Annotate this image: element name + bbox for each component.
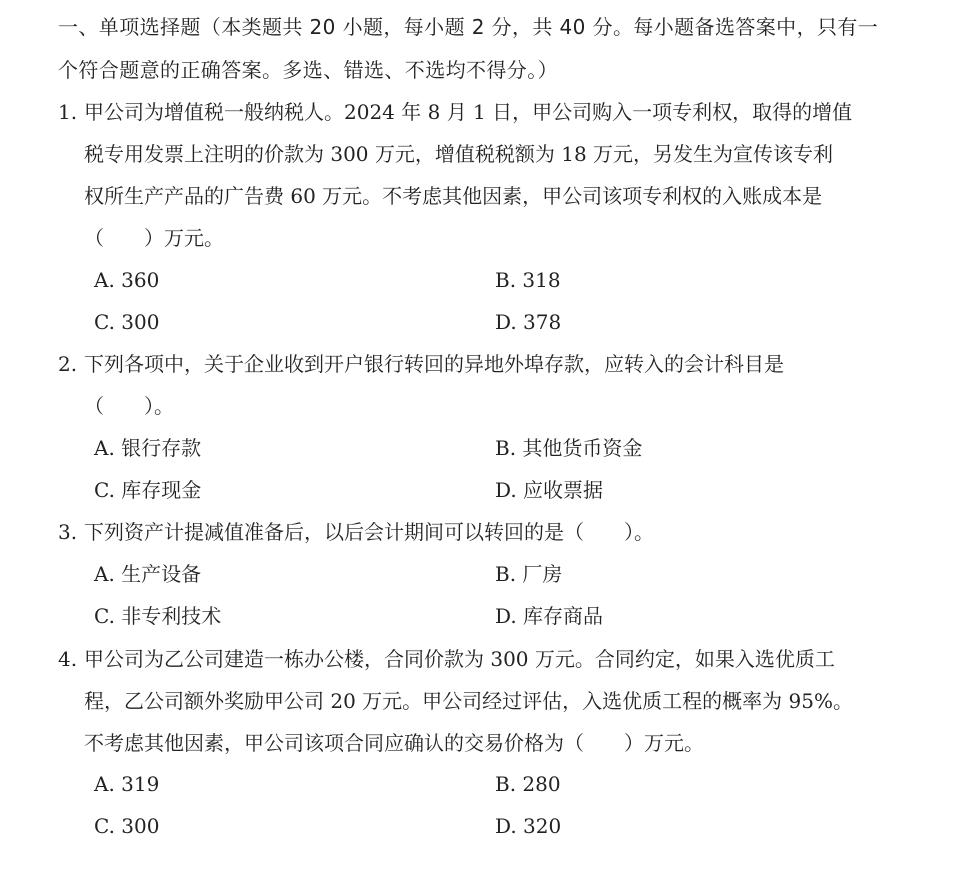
option-a[interactable]: A. 360 (94, 268, 160, 292)
option-c[interactable]: C. 库存现金 (94, 478, 202, 502)
question-text-line: 甲公司为乙公司建造一栋办公楼，合同价款为 300 万元。合同约定，如果入选优质工 (84, 647, 835, 671)
question-text-line: 下列资产计提减值准备后，以后会计期间可以转回的是（ ）。 (84, 520, 654, 544)
section-heading-line-1: 一、单项选择题（本类题共 20 小题，每小题 2 分，共 40 分。每小题备选答案中，只有一 (58, 15, 879, 39)
option-b[interactable]: B. 厂房 (495, 562, 563, 586)
question-number: 1. (58, 100, 78, 124)
option-d[interactable]: D. 库存商品 (495, 604, 604, 628)
question-text-line: 税专用发票上注明的价款为 300 万元，增值税税额为 18 万元，另发生为宣传该专利 (84, 142, 834, 166)
option-a[interactable]: A. 银行存款 (94, 436, 202, 460)
question-text-line: （ ）万元。 (84, 226, 224, 250)
option-a[interactable]: A. 319 (94, 772, 160, 796)
question-text-line: （ ）。 (84, 394, 174, 418)
option-b[interactable]: B. 318 (495, 268, 561, 292)
question-text-line: 下列各项中，关于企业收到开户银行转回的异地外埠存款，应转入的会计科目是 (84, 352, 784, 376)
option-a[interactable]: A. 生产设备 (94, 562, 202, 586)
question-text-line: 甲公司为增值税一般纳税人。2024 年 8 月 1 日，甲公司购入一项专利权，取得的增值 (84, 100, 853, 124)
option-c[interactable]: C. 300 (94, 814, 160, 838)
option-b[interactable]: B. 280 (495, 772, 561, 796)
question-text-line: 权所生产产品的广告费 60 万元。不考虑其他因素，甲公司该项专利权的入账成本是 (84, 184, 823, 208)
option-d[interactable]: D. 320 (495, 814, 562, 838)
section-heading-line-2: 个符合题意的正确答案。多选、错选、不选均不得分。） (58, 58, 558, 82)
question-text-line: 程，乙公司额外奖励甲公司 20 万元。甲公司经过评估，入选优质工程的概率为 95%。 (84, 689, 853, 713)
option-d[interactable]: D. 378 (495, 310, 562, 334)
option-d[interactable]: D. 应收票据 (495, 478, 604, 502)
question-number: 2. (58, 352, 78, 376)
option-c[interactable]: C. 非专利技术 (94, 604, 222, 628)
question-text-line: 不考虑其他因素，甲公司该项合同应确认的交易价格为（ ）万元。 (84, 731, 704, 755)
question-number: 3. (58, 520, 78, 544)
question-number: 4. (58, 647, 78, 671)
option-c[interactable]: C. 300 (94, 310, 160, 334)
option-b[interactable]: B. 其他货币资金 (495, 436, 643, 460)
